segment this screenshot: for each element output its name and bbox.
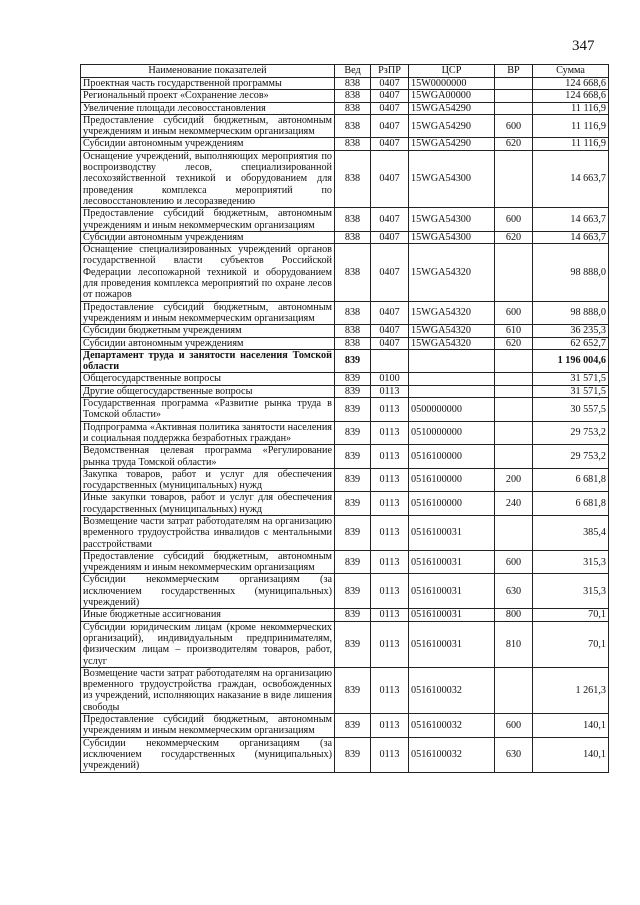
cell-ved: 839 bbox=[335, 667, 371, 713]
cell-csr: 0500000000 bbox=[409, 398, 495, 422]
table-row bbox=[81, 609, 609, 621]
cell-rzpr: 0407 bbox=[371, 90, 409, 102]
cell-rzpr: 0407 bbox=[371, 301, 409, 325]
cell-ved: 839 bbox=[335, 737, 371, 772]
table-row bbox=[81, 231, 609, 243]
header-ved: Вед bbox=[335, 65, 371, 78]
cell-ved: 839 bbox=[335, 515, 371, 550]
cell-ved: 839 bbox=[335, 421, 371, 445]
cell-csr: 15WGA54320 bbox=[409, 337, 495, 349]
cell-sum: 1 261,3 bbox=[533, 667, 609, 713]
cell-rzpr: 0113 bbox=[371, 385, 409, 397]
cell-sum: 29 753,2 bbox=[533, 421, 609, 445]
cell-name: Департамент труда и занятости населения Томской области bbox=[81, 349, 335, 373]
cell-vr bbox=[495, 398, 533, 422]
cell-ved: 839 bbox=[335, 468, 371, 492]
cell-name: Субсидии юридическим лицам (кроме некоммерческих организаций), индивидуальным предпринимателям, физическим лицам – производителям товаров, работ, услуг bbox=[81, 621, 335, 667]
cell-vr bbox=[495, 373, 533, 385]
table-row bbox=[81, 515, 609, 550]
cell-csr: 15WGA00000 bbox=[409, 90, 495, 102]
table-row bbox=[81, 385, 609, 397]
cell-name: Увеличение площади лесовосстановления bbox=[81, 102, 335, 114]
cell-name: Оснащение специализированных учреждений органов государственной власти субъектов Российской Федерации лесопожарной техникой и оборудованием для проведения комплекса мероприятий по охране лесов от пожаров bbox=[81, 244, 335, 301]
cell-sum: 11 116,9 bbox=[533, 114, 609, 138]
cell-csr: 15WGA54320 bbox=[409, 244, 495, 301]
cell-sum: 31 571,5 bbox=[533, 373, 609, 385]
cell-sum: 29 753,2 bbox=[533, 445, 609, 469]
cell-ved: 838 bbox=[335, 325, 371, 337]
cell-vr: 620 bbox=[495, 231, 533, 243]
cell-sum: 315,3 bbox=[533, 550, 609, 574]
cell-sum: 36 235,3 bbox=[533, 325, 609, 337]
page-number: 347 bbox=[572, 38, 595, 54]
header-csr: ЦСР bbox=[409, 65, 495, 78]
cell-sum: 124 668,6 bbox=[533, 78, 609, 90]
table-header-row bbox=[81, 65, 609, 78]
cell-name: Другие общегосударственные вопросы bbox=[81, 385, 335, 397]
cell-name: Оснащение учреждений, выполняющих мероприятия по воспроизводству лесов, специализированной лесохозяйственной техникой и оборудованием для проведения комплекса мероприятий по лесовосстановлению и лесоразведению bbox=[81, 150, 335, 207]
cell-name: Предоставление субсидий бюджетным, автономным учреждениям и иным некоммерческим организациям bbox=[81, 301, 335, 325]
cell-vr bbox=[495, 515, 533, 550]
cell-name: Субсидии некоммерческим организациям (за исключением государственных (муниципальных) учреждений) bbox=[81, 737, 335, 772]
cell-name: Субсидии автономным учреждениям bbox=[81, 337, 335, 349]
cell-vr: 610 bbox=[495, 325, 533, 337]
table-row bbox=[81, 208, 609, 232]
cell-ved: 838 bbox=[335, 102, 371, 114]
cell-ved: 839 bbox=[335, 621, 371, 667]
cell-ved: 838 bbox=[335, 90, 371, 102]
cell-csr: 15WGA54300 bbox=[409, 231, 495, 243]
cell-sum: 6 681,8 bbox=[533, 468, 609, 492]
cell-sum: 6 681,8 bbox=[533, 492, 609, 516]
cell-name: Предоставление субсидий бюджетным, автономным учреждениям и иным некоммерческим организациям bbox=[81, 550, 335, 574]
cell-rzpr: 0113 bbox=[371, 515, 409, 550]
cell-rzpr: 0113 bbox=[371, 621, 409, 667]
cell-name: Ведомственная целевая программа «Регулирование рынка труда Томской области» bbox=[81, 445, 335, 469]
cell-name: Предоставление субсидий бюджетным, автономным учреждениям и иным некоммерческим организациям bbox=[81, 114, 335, 138]
cell-csr: 15WGA54320 bbox=[409, 301, 495, 325]
cell-rzpr: 0113 bbox=[371, 492, 409, 516]
cell-rzpr: 0407 bbox=[371, 208, 409, 232]
cell-csr: 0516100000 bbox=[409, 468, 495, 492]
header-name: Наименование показателей bbox=[81, 65, 335, 78]
table-row bbox=[81, 301, 609, 325]
cell-ved: 838 bbox=[335, 231, 371, 243]
cell-sum: 31 571,5 bbox=[533, 385, 609, 397]
cell-rzpr: 0407 bbox=[371, 150, 409, 207]
cell-name: Проектная часть государственной программы bbox=[81, 78, 335, 90]
cell-csr: 0516100031 bbox=[409, 515, 495, 550]
cell-sum: 30 557,5 bbox=[533, 398, 609, 422]
header-sum: Сумма bbox=[533, 65, 609, 78]
cell-name: Возмещение части затрат работодателям на организацию временного трудоустройства инвалидов с ментальными расстройствами bbox=[81, 515, 335, 550]
cell-sum: 14 663,7 bbox=[533, 231, 609, 243]
cell-ved: 838 bbox=[335, 78, 371, 90]
cell-name: Субсидии автономным учреждениям bbox=[81, 138, 335, 150]
table-row bbox=[81, 325, 609, 337]
cell-sum: 1 196 004,6 bbox=[533, 349, 609, 373]
header-rzpr: РзПР bbox=[371, 65, 409, 78]
table-row bbox=[81, 621, 609, 667]
cell-vr: 600 bbox=[495, 714, 533, 738]
cell-csr bbox=[409, 385, 495, 397]
cell-vr bbox=[495, 150, 533, 207]
cell-vr bbox=[495, 90, 533, 102]
cell-vr bbox=[495, 421, 533, 445]
table-row bbox=[81, 138, 609, 150]
cell-sum: 385,4 bbox=[533, 515, 609, 550]
table-row bbox=[81, 445, 609, 469]
cell-vr: 630 bbox=[495, 737, 533, 772]
cell-vr bbox=[495, 385, 533, 397]
cell-vr: 600 bbox=[495, 550, 533, 574]
table-row bbox=[81, 398, 609, 422]
cell-rzpr: 0407 bbox=[371, 231, 409, 243]
cell-sum: 140,1 bbox=[533, 714, 609, 738]
cell-sum: 70,1 bbox=[533, 609, 609, 621]
cell-ved: 839 bbox=[335, 385, 371, 397]
cell-rzpr: 0100 bbox=[371, 373, 409, 385]
table-row bbox=[81, 114, 609, 138]
cell-rzpr: 0113 bbox=[371, 574, 409, 609]
cell-sum: 98 888,0 bbox=[533, 244, 609, 301]
cell-ved: 839 bbox=[335, 492, 371, 516]
cell-csr: 0516100000 bbox=[409, 445, 495, 469]
cell-csr: 0516100032 bbox=[409, 667, 495, 713]
cell-rzpr: 0407 bbox=[371, 337, 409, 349]
table-row bbox=[81, 373, 609, 385]
cell-ved: 838 bbox=[335, 301, 371, 325]
header-vr: ВР bbox=[495, 65, 533, 78]
cell-rzpr: 0407 bbox=[371, 325, 409, 337]
cell-rzpr: 0113 bbox=[371, 398, 409, 422]
table-row bbox=[81, 550, 609, 574]
table-row bbox=[81, 90, 609, 102]
cell-sum: 70,1 bbox=[533, 621, 609, 667]
cell-sum: 315,3 bbox=[533, 574, 609, 609]
table-row bbox=[81, 468, 609, 492]
cell-rzpr: 0113 bbox=[371, 667, 409, 713]
table-row bbox=[81, 244, 609, 301]
table-row bbox=[81, 492, 609, 516]
cell-sum: 140,1 bbox=[533, 737, 609, 772]
cell-sum: 11 116,9 bbox=[533, 138, 609, 150]
cell-vr: 240 bbox=[495, 492, 533, 516]
cell-vr bbox=[495, 78, 533, 90]
cell-ved: 839 bbox=[335, 574, 371, 609]
cell-name: Субсидии некоммерческим организациям (за исключением государственных (муниципальных) учреждений) bbox=[81, 574, 335, 609]
cell-sum: 124 668,6 bbox=[533, 90, 609, 102]
cell-vr: 810 bbox=[495, 621, 533, 667]
cell-sum: 62 652,7 bbox=[533, 337, 609, 349]
table-row bbox=[81, 714, 609, 738]
cell-name: Возмещение части затрат работодателям на организацию временного трудоустройства граждан, освобожденных из учреждений, исполняющих наказание в виде лишения свободы bbox=[81, 667, 335, 713]
cell-name: Субсидии автономным учреждениям bbox=[81, 231, 335, 243]
cell-csr: 0516100031 bbox=[409, 550, 495, 574]
table-row bbox=[81, 150, 609, 207]
cell-vr: 800 bbox=[495, 609, 533, 621]
cell-csr: 15WGA54320 bbox=[409, 325, 495, 337]
cell-rzpr: 0407 bbox=[371, 114, 409, 138]
cell-ved: 838 bbox=[335, 114, 371, 138]
cell-csr: 15WGA54300 bbox=[409, 150, 495, 207]
cell-rzpr: 0407 bbox=[371, 244, 409, 301]
cell-csr: 0510000000 bbox=[409, 421, 495, 445]
cell-rzpr: 0407 bbox=[371, 78, 409, 90]
cell-csr: 0516100031 bbox=[409, 574, 495, 609]
cell-sum: 11 116,9 bbox=[533, 102, 609, 114]
cell-vr bbox=[495, 667, 533, 713]
cell-vr: 620 bbox=[495, 337, 533, 349]
cell-sum: 14 663,7 bbox=[533, 150, 609, 207]
cell-sum: 98 888,0 bbox=[533, 301, 609, 325]
cell-name: Государственная программа «Развитие рынка труда в Томской области» bbox=[81, 398, 335, 422]
cell-vr bbox=[495, 445, 533, 469]
cell-sum: 14 663,7 bbox=[533, 208, 609, 232]
cell-ved: 838 bbox=[335, 244, 371, 301]
table-row bbox=[81, 667, 609, 713]
table-row bbox=[81, 102, 609, 114]
cell-ved: 839 bbox=[335, 349, 371, 373]
cell-name: Субсидии бюджетным учреждениям bbox=[81, 325, 335, 337]
cell-rzpr: 0113 bbox=[371, 737, 409, 772]
cell-vr: 600 bbox=[495, 208, 533, 232]
cell-vr: 600 bbox=[495, 114, 533, 138]
cell-rzpr bbox=[371, 349, 409, 373]
cell-ved: 839 bbox=[335, 398, 371, 422]
cell-csr bbox=[409, 373, 495, 385]
cell-vr bbox=[495, 349, 533, 373]
cell-name: Предоставление субсидий бюджетным, автономным учреждениям и иным некоммерческим организациям bbox=[81, 714, 335, 738]
cell-name: Региональный проект «Сохранение лесов» bbox=[81, 90, 335, 102]
table-row bbox=[81, 78, 609, 90]
cell-ved: 839 bbox=[335, 373, 371, 385]
cell-vr bbox=[495, 244, 533, 301]
cell-rzpr: 0113 bbox=[371, 445, 409, 469]
cell-name: Иные бюджетные ассигнования bbox=[81, 609, 335, 621]
cell-csr: 15WGA54290 bbox=[409, 138, 495, 150]
cell-csr: 0516100031 bbox=[409, 621, 495, 667]
cell-csr: 0516100032 bbox=[409, 714, 495, 738]
cell-rzpr: 0407 bbox=[371, 102, 409, 114]
cell-rzpr: 0407 bbox=[371, 138, 409, 150]
table-row bbox=[81, 574, 609, 609]
table-row bbox=[81, 349, 609, 373]
cell-rzpr: 0113 bbox=[371, 609, 409, 621]
cell-rzpr: 0113 bbox=[371, 421, 409, 445]
table-row bbox=[81, 737, 609, 772]
table-row bbox=[81, 337, 609, 349]
table-body bbox=[81, 78, 609, 773]
cell-ved: 838 bbox=[335, 337, 371, 349]
cell-csr: 15WGA54300 bbox=[409, 208, 495, 232]
cell-vr: 200 bbox=[495, 468, 533, 492]
cell-name: Иные закупки товаров, работ и услуг для обеспечения государственных (муниципальных) нужд bbox=[81, 492, 335, 516]
cell-csr: 0516100031 bbox=[409, 609, 495, 621]
cell-csr: 15W0000000 bbox=[409, 78, 495, 90]
cell-ved: 838 bbox=[335, 138, 371, 150]
cell-name: Подпрограмма «Активная политика занятости населения и социальная поддержка безработных граждан» bbox=[81, 421, 335, 445]
cell-vr: 600 bbox=[495, 301, 533, 325]
cell-name: Общегосударственные вопросы bbox=[81, 373, 335, 385]
cell-ved: 839 bbox=[335, 550, 371, 574]
cell-ved: 839 bbox=[335, 714, 371, 738]
budget-table bbox=[80, 64, 609, 773]
cell-name: Предоставление субсидий бюджетным, автономным учреждениям и иным некоммерческим организациям bbox=[81, 208, 335, 232]
cell-csr: 15WGA54290 bbox=[409, 114, 495, 138]
cell-ved: 838 bbox=[335, 150, 371, 207]
table-row bbox=[81, 421, 609, 445]
cell-name: Закупка товаров, работ и услуг для обеспечения государственных (муниципальных) нужд bbox=[81, 468, 335, 492]
cell-vr bbox=[495, 102, 533, 114]
cell-rzpr: 0113 bbox=[371, 550, 409, 574]
cell-csr: 0516100032 bbox=[409, 737, 495, 772]
cell-vr: 620 bbox=[495, 138, 533, 150]
cell-rzpr: 0113 bbox=[371, 714, 409, 738]
cell-rzpr: 0113 bbox=[371, 468, 409, 492]
cell-ved: 838 bbox=[335, 208, 371, 232]
cell-csr: 0516100000 bbox=[409, 492, 495, 516]
cell-csr: 15WGA54290 bbox=[409, 102, 495, 114]
cell-vr: 630 bbox=[495, 574, 533, 609]
cell-ved: 839 bbox=[335, 609, 371, 621]
cell-ved: 839 bbox=[335, 445, 371, 469]
cell-csr bbox=[409, 349, 495, 373]
